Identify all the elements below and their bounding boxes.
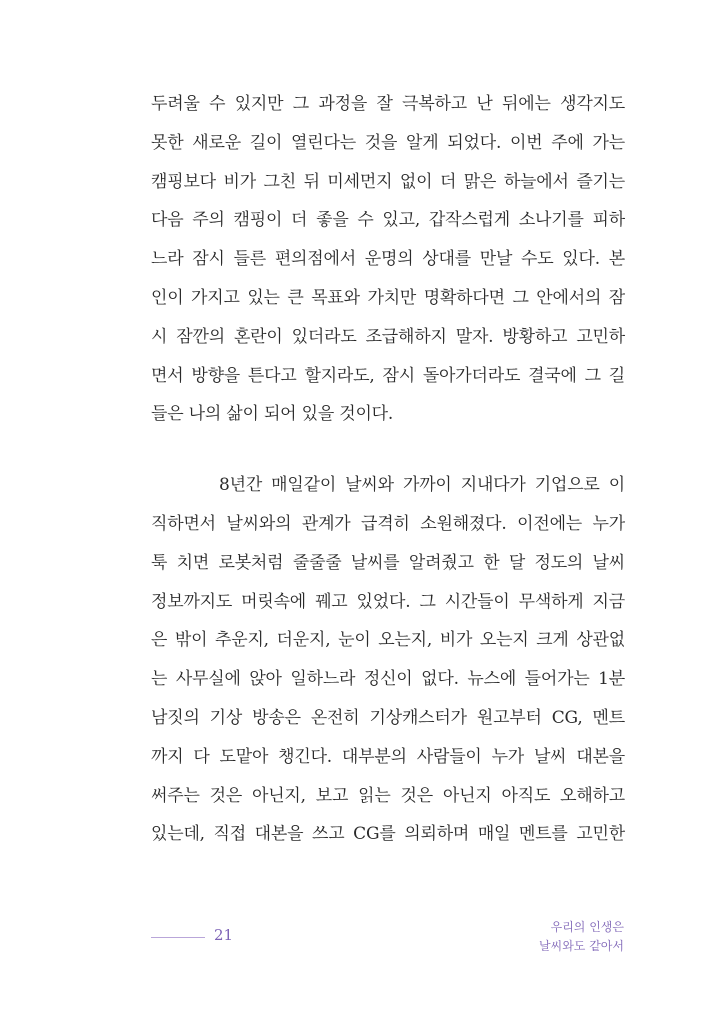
running-title-line-1: 우리의 인생은 <box>550 920 624 934</box>
text-line: 정보까지도 머릿속에 꿰고 있었다. 그 시간들이 무색하게 지금 <box>151 591 625 612</box>
running-title <box>539 918 624 956</box>
text-line: 8년간 매일같이 날씨와 가까이 지내다가 기업으로 이 <box>219 475 625 496</box>
text-line: 는 사무실에 앉아 일하느라 정신이 없다. 뉴스에 들어가는 1분 <box>151 669 625 690</box>
body-text <box>151 85 625 854</box>
text-line: 다음 주의 캠핑이 더 좋을 수 있고, 갑작스럽게 소나기를 피하 <box>151 210 625 231</box>
paragraph-1 <box>151 85 625 434</box>
text-line: 느라 잠시 들른 편의점에서 운명의 상대를 만날 수도 있다. 본 <box>151 249 625 270</box>
text-line: 시 잠깐의 혼란이 있더라도 조급해하지 말자. 방황하고 고민하 <box>151 326 625 347</box>
paragraph-gap <box>151 434 625 466</box>
page-number: 21 <box>214 926 234 944</box>
text-line: 인이 가지고 있는 큰 목표와 가치만 명확하다면 그 안에서의 잠 <box>151 287 625 308</box>
text-line: 캠핑보다 비가 그친 뒤 미세먼지 없이 더 맑은 하늘에서 즐기는 <box>151 171 625 192</box>
text-line: 까지 다 도맡아 챙긴다. 대부분의 사람들이 누가 날씨 대본을 <box>151 746 625 767</box>
text-line: 은 밖이 추운지, 더운지, 눈이 오는지, 비가 오는지 크게 상관없 <box>151 630 625 651</box>
text-line: 툭 치면 로봇처럼 줄줄줄 날씨를 알려줬고 한 달 정도의 날씨 <box>151 552 625 573</box>
text-line: 써주는 것은 아닌지, 보고 읽는 것은 아닌지 아직도 오해하고 <box>151 785 625 806</box>
text-line: 두려울 수 있지만 그 과정을 잘 극복하고 난 뒤에는 생각지도 <box>151 94 625 114</box>
text-line: 직하면서 날씨와의 관계가 급격히 소원해졌다. 이전에는 누가 <box>151 513 625 534</box>
footer-rule <box>151 937 205 938</box>
running-title-line-2: 날씨와도 같아서 <box>539 939 624 953</box>
text-line: 들은 나의 삶이 되어 있을 것이다. <box>151 404 394 425</box>
text-line: 남짓의 기상 방송은 온전히 기상캐스터가 원고부터 CG, 멘트 <box>151 707 625 728</box>
text-line: 못한 새로운 길이 열린다는 것을 알게 되었다. 이번 주에 가는 <box>151 132 625 153</box>
text-line: 면서 방향을 튼다고 할지라도, 잠시 돌아가더라도 결국에 그 길 <box>151 365 625 386</box>
text-line: 있는데, 직접 대본을 쓰고 CG를 의뢰하며 매일 멘트를 고민한 <box>151 824 625 845</box>
paragraph-2 <box>151 466 625 854</box>
